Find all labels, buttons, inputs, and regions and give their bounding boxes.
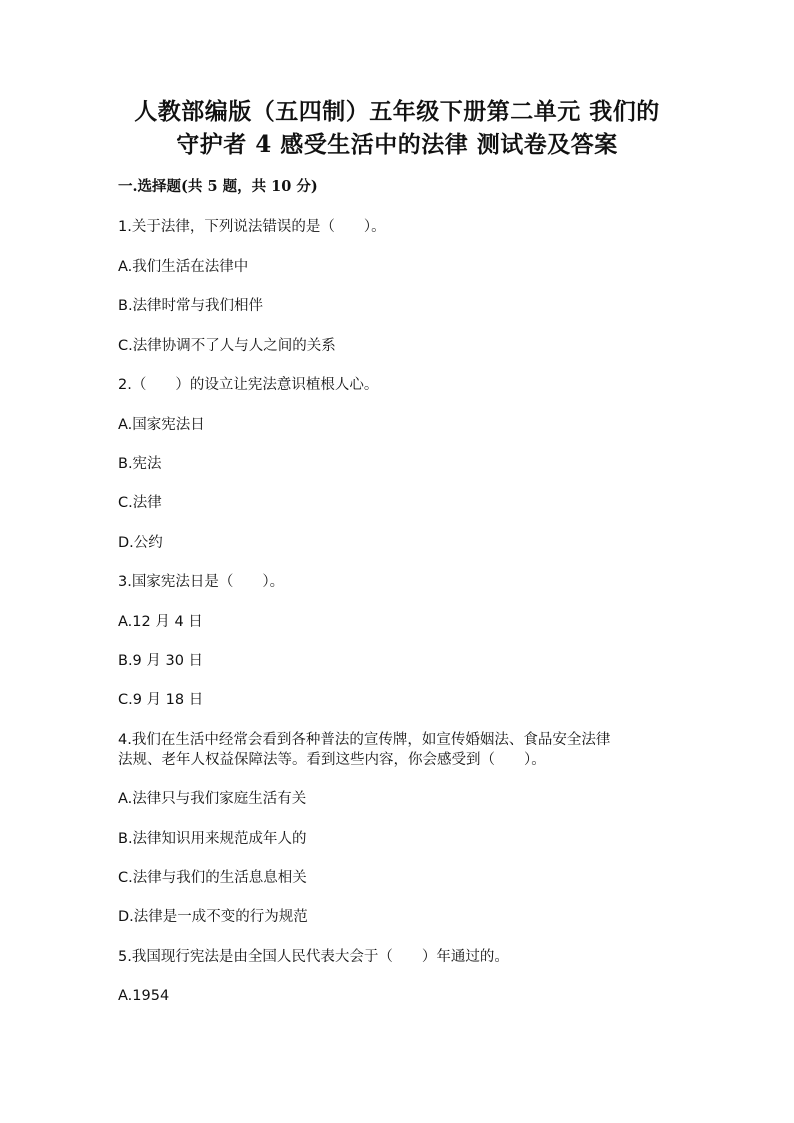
question-5-option-a: A.1954: [118, 988, 170, 1004]
question-2-option-a: A.国家宪法日: [118, 417, 205, 433]
question-3-option-b: B.9 月 30 日: [118, 653, 204, 669]
question-3-stem: 3.国家宪法日是（ ）。: [118, 574, 285, 590]
question-4-stem-line-1: 4.我们在生活中经常会看到各种普法的宣传牌，如宣传婚姻法、食品安全法律: [118, 732, 611, 748]
document-title-line-1: 人教部编版（五四制）五年级下册第二单元 我们的: [134, 98, 660, 125]
question-4-option-b: B.法律知识用来规范成年人的: [118, 831, 307, 847]
question-2-option-c: C.法律: [118, 495, 162, 511]
question-2-stem: 2.（ ）的设立让宪法意识植根人心。: [118, 377, 379, 393]
question-1-option-a: A.我们生活在法律中: [118, 259, 249, 275]
question-2-option-b: B.宪法: [118, 456, 162, 472]
question-3-option-a: A.12 月 4 日: [118, 614, 203, 630]
question-4-option-c: C.法律与我们的生活息息相关: [118, 870, 307, 886]
question-1-option-b: B.法律时常与我们相伴: [118, 298, 264, 314]
question-1-option-c: C.法律协调不了人与人之间的关系: [118, 338, 336, 354]
question-1-stem: 1.关于法律，下列说法错误的是（ ）。: [118, 219, 386, 235]
question-3-option-c: C.9 月 18 日: [118, 692, 204, 708]
question-4-option-a: A.法律只与我们家庭生活有关: [118, 791, 307, 807]
section-heading: 一.选择题(共 5 题，共 10 分): [118, 178, 318, 195]
question-5-stem: 5.我国现行宪法是由全国人民代表大会于（ ）年通过的。: [118, 949, 509, 965]
document-title-line-2: 守护者 4 感受生活中的法律 测试卷及答案: [176, 131, 618, 158]
question-4-stem-line-2: 法规、老年人权益保障法等。看到这些内容，你会感受到（ ）。: [118, 752, 546, 768]
question-2-option-d: D.公约: [118, 535, 163, 551]
question-4-option-d: D.法律是一成不变的行为规范: [118, 909, 308, 925]
